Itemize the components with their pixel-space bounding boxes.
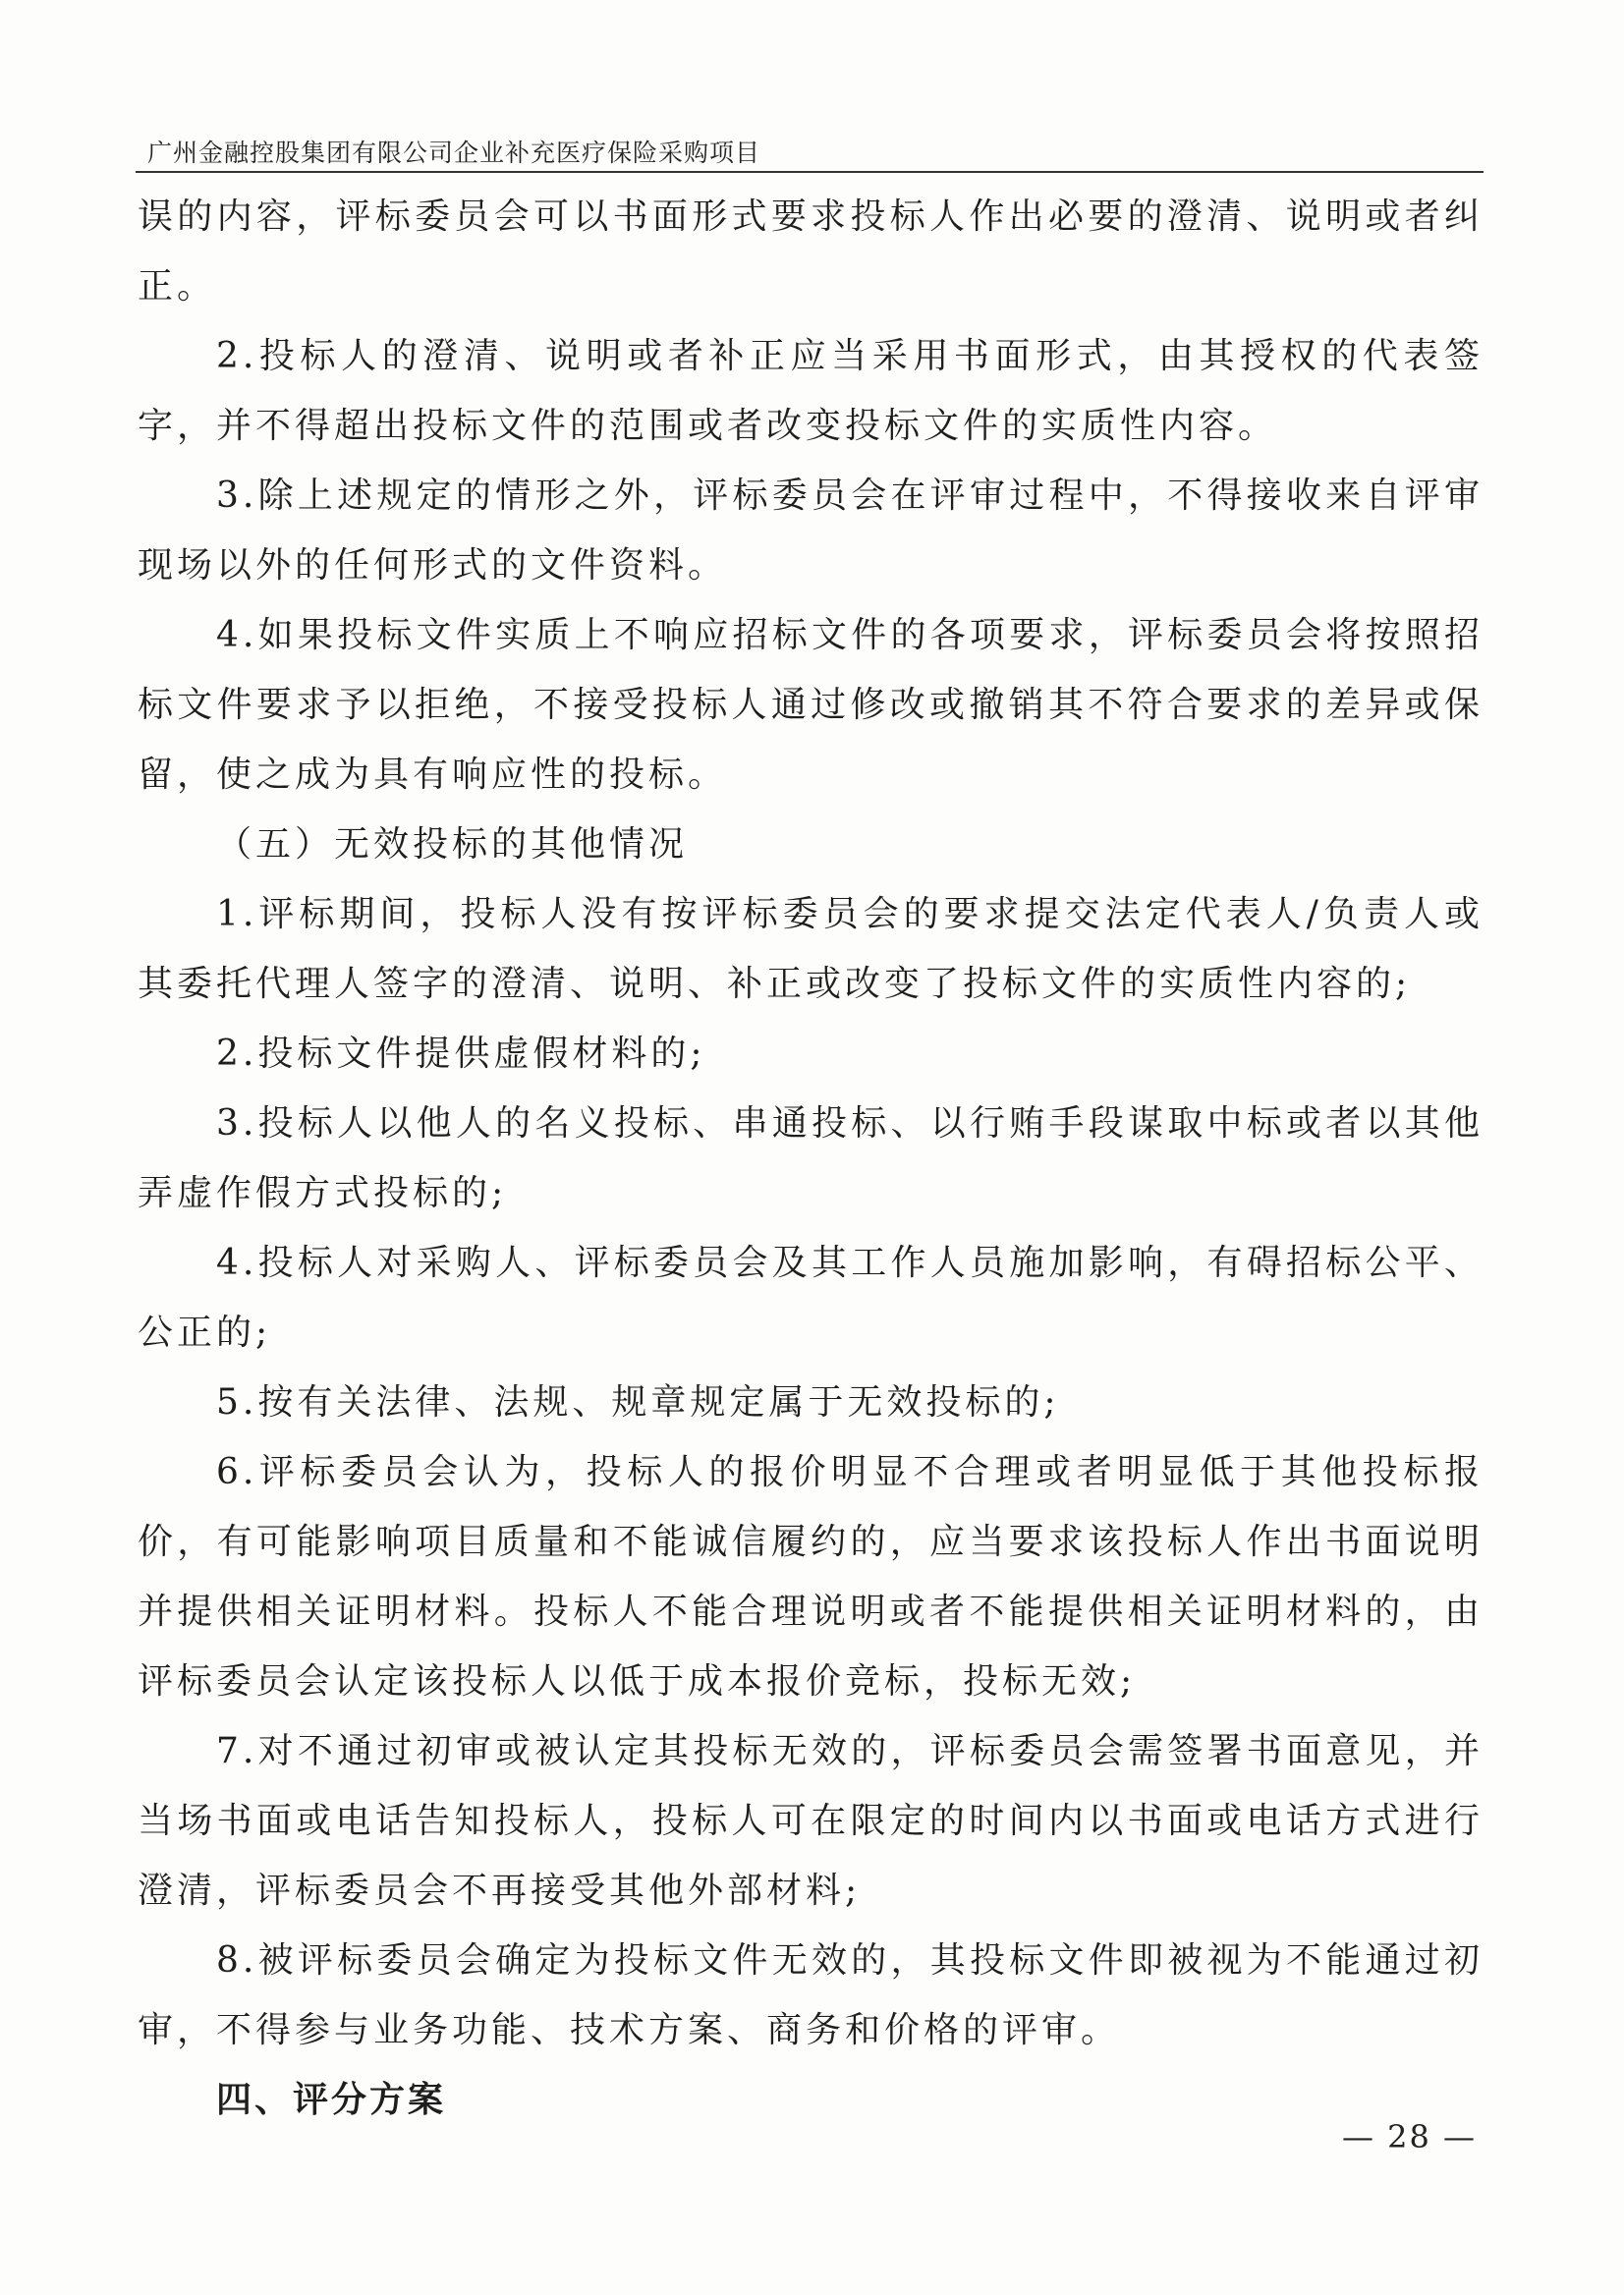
invalid-item-5: 5.按有关法律、法规、规章规定属于无效投标的;	[216, 1382, 1060, 1423]
section-heading-scoring-plan: 四、评分方案	[216, 2080, 447, 2120]
paragraph-item-4: 4.如果投标文件实质上不响应招标文件的各项要求，评标委员会将按照招标文件要求予以拒绝，不接受投标人通过修改或撤销其不符合要求的差异或保留，使之成为具有响应性的投标。	[138, 615, 1484, 795]
document-body	[138, 182, 1484, 2135]
invalid-item-2: 2.投标文件提供虚假材料的;	[216, 1034, 706, 1074]
invalid-item-1: 1.评标期间，投标人没有按评标委员会的要求提交法定代表人/负责人或其委托代理人签字的澄清、说明、补正或改变了投标文件的实质性内容的;	[138, 894, 1484, 1004]
header-divider	[136, 171, 1484, 173]
paragraph-continuation: 误的内容，评标委员会可以书面形式要求投标人作出必要的澄清、说明或者纠正。	[138, 196, 1484, 307]
section-subheading-invalid-bids: （五）无效投标的其他情况	[216, 824, 689, 865]
invalid-item-4: 4.投标人对采购人、评标委员会及其工作人员施加影响，有碍招标公平、公正的;	[138, 1243, 1484, 1353]
invalid-item-3: 3.投标人以他人的名义投标、串通投标、以行贿手段谋取中标或者以其他弄虚作假方式投标的;	[138, 1103, 1484, 1213]
paragraph-item-3: 3.除上述规定的情形之外，评标委员会在评审过程中，不得接收来自评审现场以外的任何形式的文件资料。	[138, 476, 1484, 586]
invalid-item-8: 8.被评标委员会确定为投标文件无效的，其投标文件即被视为不能通过初审，不得参与业务功能、技术方案、商务和价格的评审。	[138, 1940, 1484, 2050]
page-number: — 28 —	[1341, 2118, 1477, 2155]
running-header: 广州金融控股集团有限公司企业补充医疗保险采购项目	[147, 139, 761, 167]
invalid-item-7: 7.对不通过初审或被认定其投标无效的，评标委员会需签署书面意见，并当场书面或电话告知投标人，投标人可在限定的时间内以书面或电话方式进行澄清，评标委员会不再接受其他外部材料;	[138, 1731, 1484, 1911]
invalid-item-6: 6.评标委员会认为，投标人的报价明显不合理或者明显低于其他投标报价，有可能影响项目质量和不能诚信履约的，应当要求该投标人作出书面说明并提供相关证明材料。投标人不能合理说明或者不能提供相关证明材料的，由评标委员会认定该投标人以低于成本报价竞标，投标无效;	[138, 1452, 1484, 1702]
paragraph-item-2: 2.投标人的澄清、说明或者补正应当采用书面形式，由其授权的代表签字，并不得超出投标文件的范围或者改变投标文件的实质性内容。	[138, 336, 1484, 446]
